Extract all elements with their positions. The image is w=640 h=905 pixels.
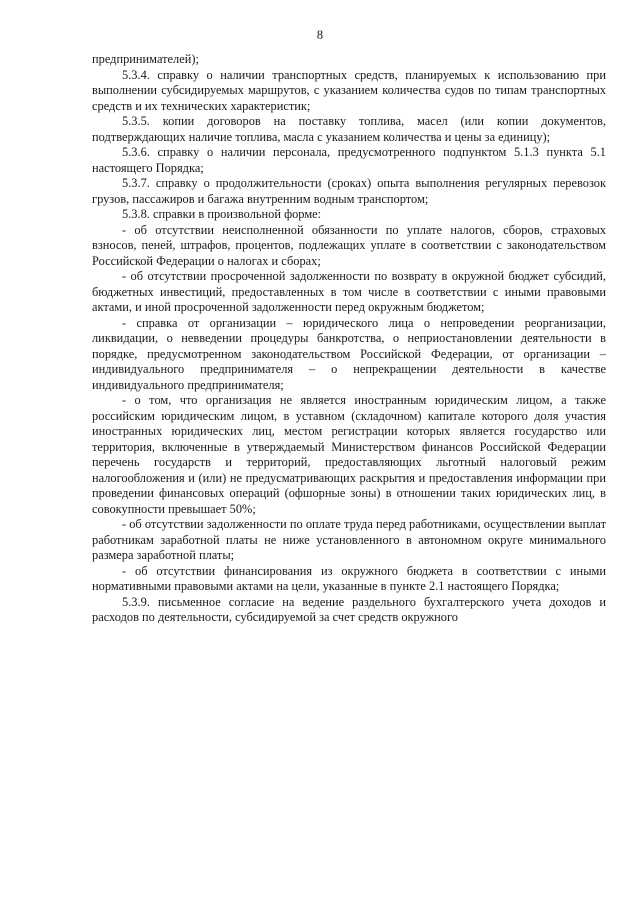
paragraph-5-3-4: 5.3.4. справку о наличии транспортных средств, планируемых к использованию при выполнении субсидируемых маршрутов, с указанием количества судов по типам транспортных средств и их технических характеристик;	[92, 67, 606, 113]
paragraph-5-3-5: 5.3.5. копии договоров на поставку топлива, масел (или копии документов, подтверждающих наличие топлива, масла с указанием количества и цены за единицу);	[92, 114, 606, 144]
paragraph-5-3-9: 5.3.9. письменное согласие на ведение раздельного бухгалтерского учета доходов и расходов по деятельности, субсидируемой за счет средств окружного	[92, 594, 606, 624]
paragraph-5-3-6: 5.3.6. справку о наличии персонала, предусмотренного подпунктом 5.1.3 пункта 5.1 настоящего Порядка;	[92, 145, 606, 175]
list-item-wages: - об отсутствии задолженности по оплате труда перед работниками, осуществлении выплат работникам заработной платы не ниже установленного в автономном округе минимального размера заработной платы;	[92, 517, 606, 562]
paragraph-5-3-7: 5.3.7. справку о продолжительности (сроках) опыта выполнения регулярных перевозок грузов, пассажиров и багажа внутренним водным транспортом;	[92, 176, 606, 206]
list-item-taxes: - об отсутствии неисполненной обязанности по уплате налогов, сборов, страховых взносов, пеней, штрафов, процентов, подлежащих уплате в соответствии с законодательством Российской Федерации о налогах и сборах;	[92, 222, 606, 268]
paragraph-continuation: предпринимателей);	[92, 52, 199, 66]
list-item-foreign-entity: - о том, что организация не является иностранным юридическим лицом, а также российским юридическим лицом, в уставном (складочном) капитале которого доля участия иностранных юридических лиц, местом регистрации которых является государство или территория, включенные в утверждаемый Министерством финансов Российской Федерации перечень государств и территорий, предоставляющих льготный налоговый режим налогообложения и (или) не предусматривающих раскрытия и предоставления информации при проведении финансовых операций (офшорные зоны) в отношении таких юридических лиц, в совокупности превышает 50%;	[92, 393, 606, 516]
list-item-budget-debt: - об отсутствии просроченной задолженности по возврату в окружной бюджет субсидий, бюджетных инвестиций, предоставленных в том числе в соответствии с иными правовыми актами, и иной просроченной задолженности перед окружным бюджетом;	[92, 269, 606, 314]
list-item-financing: - об отсутствии финансирования из окружного бюджета в соответствии с иными нормативными правовыми актами на цели, указанные в пункте 2.1 настоящего Порядка;	[92, 563, 606, 593]
document-body	[92, 52, 606, 626]
paragraph-5-3-8: 5.3.8. справки в произвольной форме:	[122, 207, 322, 221]
list-item-reorganization: - справка от организации – юридического лица о непроведении реорганизации, ликвидации, о невведении процедуры банкротства, о неприостановлении деятельности в порядке, предусмотренном законодательством Российской Федерации, от организации – индивидуального предпринимателя – о непрекращении деятельности в качестве индивидуального предпринимателя;	[92, 315, 606, 392]
page-number: 8	[316, 28, 324, 42]
